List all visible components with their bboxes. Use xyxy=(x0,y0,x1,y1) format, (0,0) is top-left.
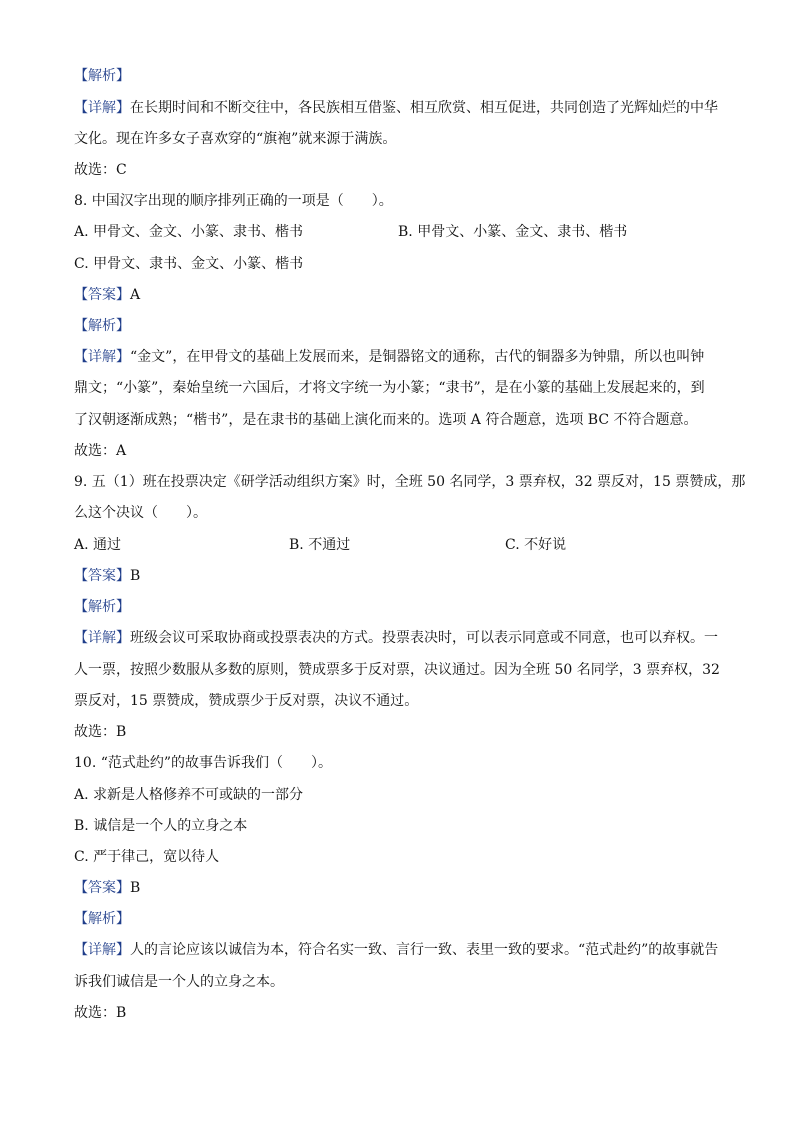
question-9-option-c: C. 不好说 xyxy=(505,537,567,553)
detail-paragraph-line xyxy=(74,129,734,149)
detail-paragraph-line xyxy=(74,98,734,118)
detail-paragraph-line xyxy=(74,378,734,398)
answer-text: B xyxy=(130,880,141,896)
question-9-stem xyxy=(74,472,746,492)
analysis-tag: 【解析】 xyxy=(74,599,130,615)
question-9-option-b: B. 不通过 xyxy=(289,537,351,553)
analysis-heading xyxy=(74,316,734,336)
detail-text: 人一票，按照少数服从多数的原则，赞成票多于反对票，决议通过。因为全班 50 名同学，3 票弃权，32 xyxy=(74,662,720,678)
detail-tag: 【详解】 xyxy=(74,349,130,365)
question-8-option-b: B. 甲骨文、小篆、金文、隶书、楷书 xyxy=(398,224,628,240)
question-8-option-c: C. 甲骨文、隶书、金文、小篆、楷书 xyxy=(74,256,304,272)
analysis-tag: 【解析】 xyxy=(74,68,130,84)
analysis-heading xyxy=(74,909,734,929)
answer-line xyxy=(74,566,734,586)
detail-text: 人的言论应该以诚信为本，符合名实一致、言行一致、表里一致的要求。“范式赴约”的故事就告 xyxy=(130,942,719,958)
question-9-stem xyxy=(74,503,734,523)
detail-paragraph-line xyxy=(74,628,734,648)
detail-tag: 【详解】 xyxy=(74,942,130,958)
analysis-tag: 【解析】 xyxy=(74,911,130,927)
detail-text: “金文”，在甲骨文的基础上发展而来，是铜器铭文的通称，古代的铜器多为钟鼎，所以也叫钟 xyxy=(130,349,705,365)
detail-paragraph-line xyxy=(74,972,734,992)
choice-text: 故选：B xyxy=(74,724,127,740)
detail-paragraph-line xyxy=(74,347,734,367)
choice-text: 故选：C xyxy=(74,162,127,178)
detail-text: 票反对，15 票赞成，赞成票少于反对票，决议不通过。 xyxy=(74,693,419,709)
detail-text: 了汉朝逐渐成熟；“楷书”，是在隶书的基础上演化而来的。选项 A 符合题意，选项 BC 不符合题意。 xyxy=(74,412,698,428)
question-stem-text: 么这个决议（ ）。 xyxy=(74,505,207,521)
choice-text: 故选：B xyxy=(74,1005,127,1021)
detail-text: 班级会议可采取协商或投票表决的方式。投票表决时，可以表示同意或不同意，也可以弃权。一 xyxy=(130,630,718,646)
question-stem-text: 8. 中国汉字出现的顺序排列正确的一项是（ ）。 xyxy=(74,193,393,209)
choice-line xyxy=(74,441,734,461)
detail-paragraph-line xyxy=(74,410,734,430)
choice-text: 故选：A xyxy=(74,443,127,459)
detail-tag: 【详解】 xyxy=(74,630,130,646)
question-10-option-a: A. 求新是人格修养不可或缺的一部分 xyxy=(74,787,304,803)
analysis-heading xyxy=(74,66,734,86)
answer-line xyxy=(74,285,734,305)
answer-line xyxy=(74,878,734,898)
detail-text: 在长期时间和不断交往中，各民族相互借鉴、相互欣赏、相互促进，共同创造了光辉灿烂的中华 xyxy=(130,100,718,116)
question-10-stem xyxy=(74,753,734,773)
answer-tag: 【答案】 xyxy=(74,880,130,896)
analysis-tag: 【解析】 xyxy=(74,318,130,334)
choice-line xyxy=(74,160,734,180)
detail-tag: 【详解】 xyxy=(74,100,130,116)
answer-text: A xyxy=(130,287,141,303)
question-10-option-c: C. 严于律己，宽以待人 xyxy=(74,849,220,865)
detail-text: 诉我们诚信是一个人的立身之本。 xyxy=(74,974,284,990)
analysis-heading xyxy=(74,597,734,617)
choice-line xyxy=(74,722,734,742)
detail-paragraph-line xyxy=(74,940,734,960)
detail-paragraph-line xyxy=(74,660,734,680)
question-10-option-b: B. 诚信是一个人的立身之本 xyxy=(74,818,248,834)
question-8-option-a: A. 甲骨文、金文、小篆、隶书、楷书 xyxy=(74,224,304,240)
question-9-option-a: A. 通过 xyxy=(74,537,122,553)
detail-text: 文化。现在许多女子喜欢穿的“旗袍”就来源于满族。 xyxy=(74,131,397,147)
answer-tag: 【答案】 xyxy=(74,568,130,584)
detail-paragraph-line xyxy=(74,691,734,711)
question-stem-text: 10. “范式赴约”的故事告诉我们（ ）。 xyxy=(74,755,333,771)
answer-tag: 【答案】 xyxy=(74,287,130,303)
answer-text: B xyxy=(130,568,141,584)
detail-text: 鼎文；“小篆”，秦始皇统一六国后，才将文字统一为小篆；“隶书”，是在小篆的基础上发展起来的，到 xyxy=(74,380,705,396)
choice-line xyxy=(74,1003,734,1023)
question-8-stem xyxy=(74,191,734,211)
question-stem-text: 9. 五（1）班在投票决定《研学活动组织方案》时，全班 50 名同学，3 票弃权，32 票反对，15 票赞成，那 xyxy=(74,474,746,490)
